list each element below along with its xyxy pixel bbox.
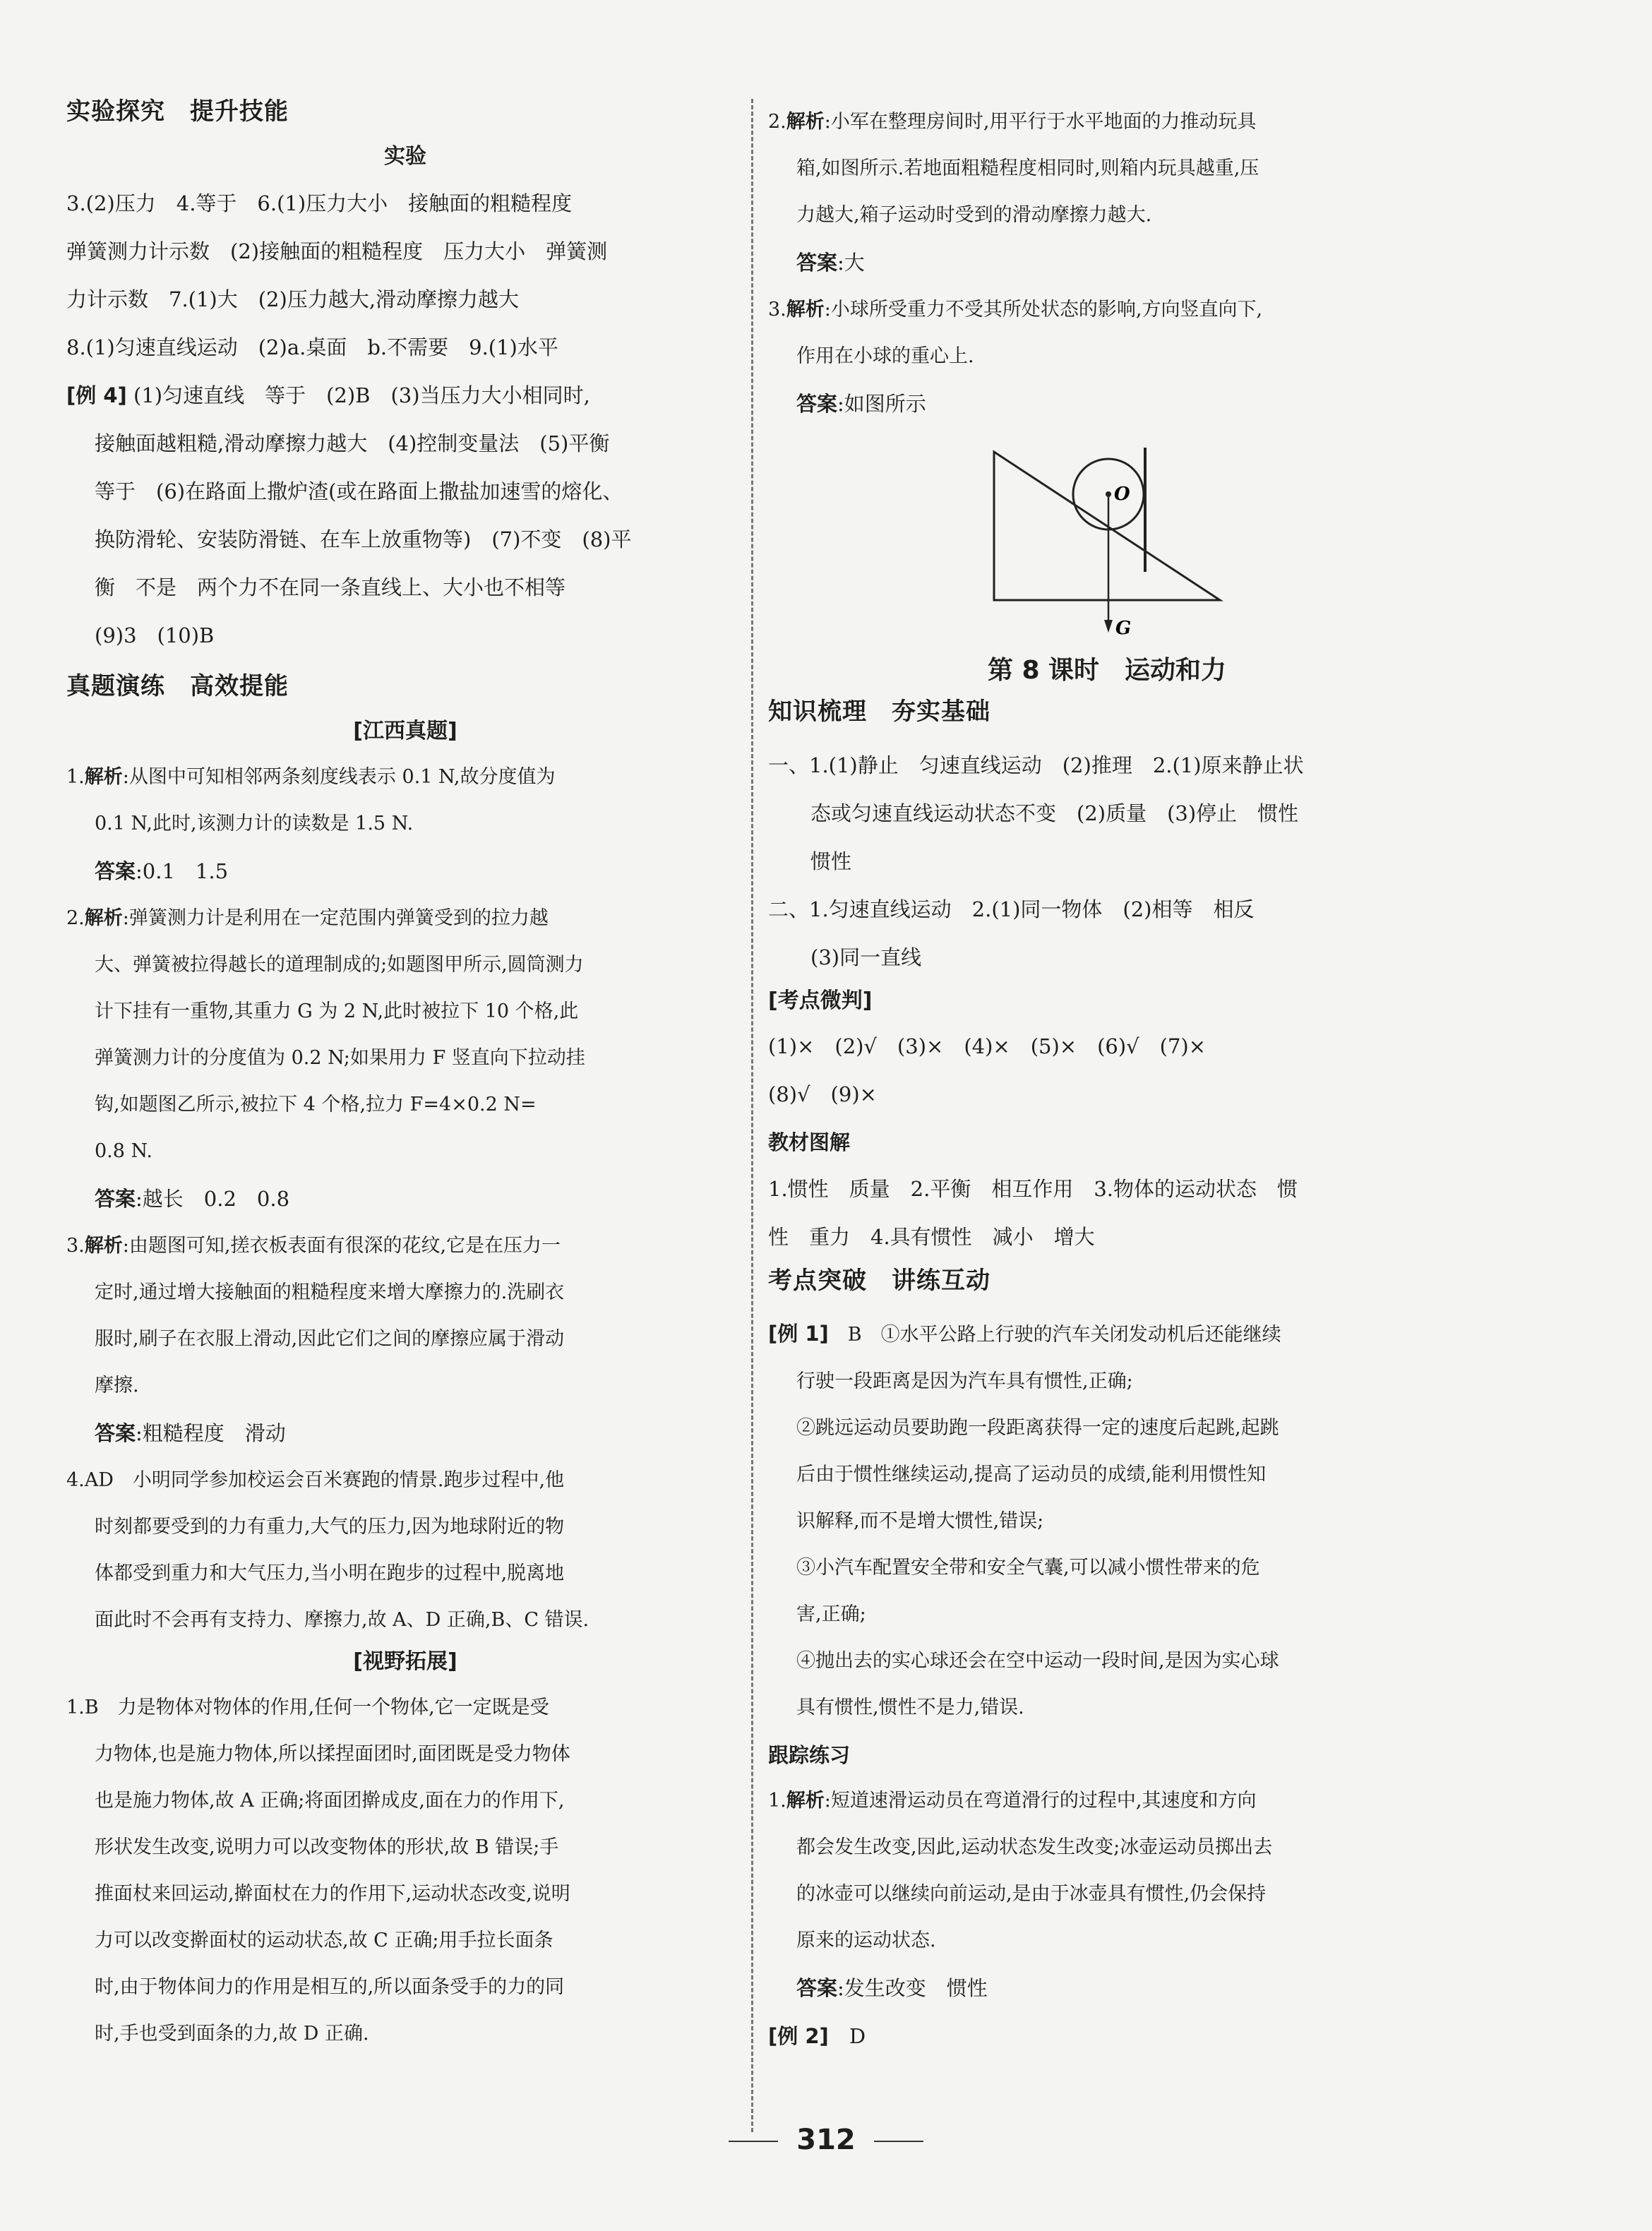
shiye-q1: 1.B 力是物体对物体的作用,任何一个物体,它一定既是受 (66, 1697, 549, 1718)
column-divider (751, 99, 753, 2132)
answer-row: 答案:越长 0.2 0.8 (95, 1187, 290, 1211)
explanation-line: 体都受到重力和大气压力,当小明在跑步的过程中,脱离地 (95, 1562, 565, 1584)
explanation-line: 0.8 N. (95, 1140, 153, 1162)
knowledge-2: 二、1.匀速直线运动 2.(1)同一物体 (2)相等 相反 (768, 897, 1255, 921)
explanation-line: 具有惯性,惯性不是力,错误. (796, 1697, 1024, 1718)
label-O: O (1114, 484, 1130, 505)
answer-line: 衡 不是 两个力不在同一条直线上、大小也不相等 (95, 575, 566, 599)
knowledge-line: 态或匀速直线运动状态不变 (2)质量 (3)停止 惯性 (810, 801, 1299, 825)
incline-ball-figure (768, 438, 1446, 642)
gravity-arrow-head (1104, 620, 1113, 633)
explanation-line: ③小汽车配置安全带和安全气囊,可以减小惯性带来的危 (796, 1557, 1260, 1579)
subheading-judge: [考点微判] (768, 988, 873, 1013)
explanation-line: 大、弹簧被拉得越长的道理制成的;如题图甲所示,圆筒测力 (95, 954, 584, 976)
example-label: [例 2] (768, 2024, 829, 2048)
answer-line: 换防滑轮、安装防滑链、在车上放重物等) (7)不变 (8)平 (95, 527, 632, 551)
explanation-line: 作用在小球的重心上. (796, 345, 974, 367)
incline-triangle (994, 452, 1220, 600)
knowledge-line: 惯性 (810, 849, 852, 873)
jiangxi-q3: 3.解析:由题图可知,搓衣板表面有很深的花纹,它是在压力一 (66, 1235, 561, 1257)
judge-line: (1)× (2)√ (3)× (4)× (5)× (6)√ (7)× (768, 1034, 1207, 1058)
section-title-breakthrough: 考点突破 讲练互动 (768, 1267, 990, 1295)
answer-line: (9)3 (10)B (95, 623, 215, 647)
subheading-textbook: 教材图解 (768, 1130, 851, 1154)
explanation-line: 后由于惯性继续运动,提高了运动员的成绩,能利用惯性知 (796, 1464, 1267, 1485)
question-3: 3.解析:小球所受重力不受其所处状态的影响,方向竖直向下, (768, 299, 1263, 321)
jiangxi-q2: 2.解析:弹簧测力计是利用在一定范围内弹簧受到的拉力越 (66, 907, 549, 929)
subheading-shiye: [视野拓展] (353, 1649, 457, 1674)
explanation-line: 也是施力物体,故 A 正确;将面团擀成皮,面在力的作用下, (95, 1790, 565, 1812)
section-title-knowledge: 知识梳理 夯实基础 (768, 698, 990, 726)
explanation-line: 力物体,也是施力物体,所以揉捏面团时,面团既是受力物体 (95, 1743, 570, 1765)
explanation-line: 定时,通过增大接触面的粗糙程度来增大摩擦力的.洗刷衣 (95, 1281, 565, 1303)
explanation-line: 计下挂有一重物,其重力 G 为 2 N,此时被拉下 10 个格,此 (95, 1000, 579, 1022)
explanation-line: 力越大,箱子运动时受到的滑动摩擦力越大. (796, 204, 1152, 226)
answer-row: 答案:大 (796, 251, 865, 275)
right-column (768, 99, 1446, 2060)
explanation-line: 识解释,而不是增大惯性,错误; (796, 1510, 1044, 1532)
explanation-line: 原来的运动状态. (796, 1930, 936, 1951)
explanation-line: 弹簧测力计的分度值为 0.2 N;如果用力 F 竖直向下拉动挂 (95, 1047, 585, 1069)
answer-row: 答案:粗糙程度 滑动 (95, 1421, 286, 1445)
explanation-line: 推面杖来回运动,擀面杖在力的作用下,运动状态改变,说明 (95, 1883, 570, 1905)
answer-line: 等于 (6)在路面上撒炉渣(或在路面上撒盐加速雪的熔化、 (95, 479, 623, 503)
answer-line: 接触面越粗糙,滑动摩擦力越大 (4)控制变量法 (5)平衡 (95, 431, 610, 455)
subheading-experiment: 实验 (384, 144, 426, 169)
explanation-line: 害,正确; (796, 1603, 866, 1625)
explanation-line: 形状发生改变,说明力可以改变物体的形状,故 B 错误;手 (95, 1836, 559, 1858)
explanation-line: 时,手也受到面条的力,故 D 正确. (95, 2023, 369, 2045)
answer-line: 3.(2)压力 4.等于 6.(1)压力大小 接触面的粗糙程度 (66, 191, 573, 215)
answer-line: 力计示数 7.(1)大 (2)压力越大,滑动摩擦力越大 (66, 287, 520, 311)
tracking-q1: 1.解析:短道速滑运动员在弯道滑行的过程中,其速度和方向 (768, 1790, 1257, 1812)
answer-line: 8.(1)匀速直线运动 (2)a.桌面 b.不需要 9.(1)水平 (66, 335, 558, 359)
explanation-line: 力可以改变擀面杖的运动状态,故 C 正确;用手拉长面条 (95, 1930, 553, 1951)
explanation-line: 服时,刷子在衣服上滑动,因此它们之间的摩擦应属于滑动 (95, 1328, 565, 1350)
explanation-line: 面此时不会再有支持力、摩擦力,故 A、D 正确,B、C 错误. (95, 1609, 589, 1631)
question-2: 2.解析:小军在整理房间时,用平行于水平地面的力推动玩具 (768, 111, 1257, 133)
knowledge-1: 一、1.(1)静止 匀速直线运动 (2)推理 2.(1)原来静止状 (768, 753, 1304, 777)
subheading-tracking: 跟踪练习 (768, 1743, 851, 1767)
explanation-line: 0.1 N,此时,该测力计的读数是 1.5 N. (95, 813, 414, 835)
page-number: 312 (0, 2124, 1652, 2156)
judge-line: (8)√ (9)× (768, 1082, 877, 1106)
example-2: [例 2] D (768, 2012, 1446, 2060)
label-G: G (1115, 618, 1132, 639)
explanation-line: 钩,如题图乙所示,被拉下 4 个格,拉力 F=4×0.2 N= (95, 1094, 537, 1116)
explanation-line: 箱,如图所示.若地面粗糙程度相同时,则箱内玩具越重,压 (796, 157, 1259, 179)
explanation-line: 都会发生改变,因此,运动状态发生改变;冰壶运动员掷出去 (796, 1836, 1273, 1858)
section-title-experiment: 实验探究 提升技能 (66, 97, 289, 126)
explanation-line: 时刻都要受到的力有重力,大气的压力,因为地球附近的物 (95, 1516, 565, 1538)
textbook-line: 1.惯性 质量 2.平衡 相互作用 3.物体的运动状态 惯 (768, 1177, 1298, 1201)
explanation-line: 的冰壶可以继续向前运动,是由于冰壶具有惯性,仍会保持 (796, 1883, 1267, 1905)
left-column (66, 85, 744, 2057)
section-title-real-exam: 真题演练 高效提能 (66, 672, 289, 700)
explanation-line: 行驶一段距离是因为汽车具有惯性,正确; (796, 1370, 1133, 1392)
explanation-line: 摩擦. (95, 1375, 139, 1396)
answer-line: 弹簧测力计示数 (2)接触面的粗糙程度 压力大小 弹簧测 (66, 239, 608, 263)
gravity-diagram (980, 438, 1234, 642)
example-label: [例 4] (66, 383, 127, 407)
explanation-line: 时,由于物体间力的作用是相互的,所以面条受手的力的同 (95, 1976, 565, 1998)
jiangxi-q1: 1.解析:从图中可知相邻两条刻度线表示 0.1 N,故分度值为 (66, 766, 556, 788)
explanation-line: ④抛出去的实心球还会在空中运动一段时间,是因为实心球 (796, 1650, 1279, 1672)
example-1: [例 1] B ①水平公路上行驶的汽车关闭发动机后还能继续 (768, 1310, 1446, 1358)
textbook-line: 性 重力 4.具有惯性 减小 增大 (768, 1225, 1095, 1249)
jiangxi-q4: 4.AD 小明同学参加校运会百米赛跑的情景.跑步过程中,他 (66, 1469, 565, 1491)
knowledge-line: (3)同一直线 (810, 945, 922, 969)
example-4: [例 4] (1)匀速直线 等于 (2)B (3)当压力大小相同时, (66, 371, 744, 419)
example-label: [例 1] (768, 1322, 829, 1346)
subheading-jiangxi: [江西真题] (353, 719, 457, 743)
explanation-line: ②跳远运动员要助跑一段距离获得一定的速度后起跳,起跳 (796, 1417, 1279, 1439)
answer-row: 答案:发生改变 惯性 (796, 1976, 988, 2000)
answer-row: 答案:0.1 1.5 (95, 859, 229, 883)
answer-row: 答案:如图所示 (796, 392, 926, 416)
lesson-title: 第 8 课时 运动和力 (987, 656, 1227, 685)
